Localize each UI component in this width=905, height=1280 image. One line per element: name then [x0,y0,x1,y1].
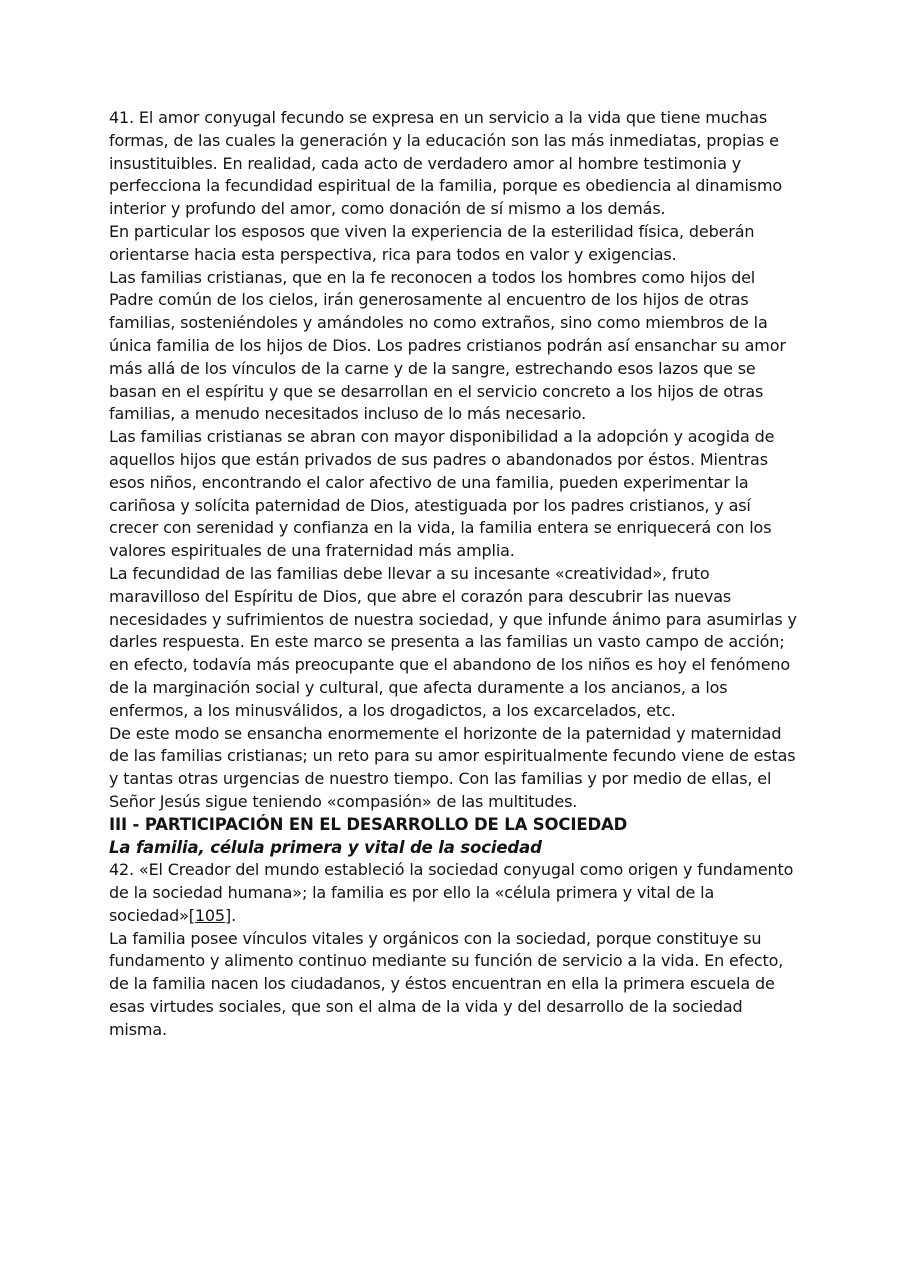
footnote-link-105[interactable]: [105] [188,905,232,925]
section-heading: III - PARTICIPACIÓN EN EL DESARROLLO DE LA SOCIEDAD [109,814,628,834]
paragraph-sterility: En particular los esposos que viven la experiencia de la esterilidad física, deberán orientarse hacia esta perspectiva, rica para todos en valor y exigencias. [109,221,755,264]
paragraph-horizon: De este modo se ensancha enormemente el horizonte de la paternidad y maternidad de las familias cristianas; un reto para su amor espiritualmente fecundo viene de estas y tantas otras urgencias de nuestro tiempo. Con las familias y por medio de ellas, el Señor Jesús sigue teniendo «compasión» de las multitudes. [109,723,796,811]
paragraph-bonds: La familia posee vínculos vitales y orgánicos con la sociedad, porque constituye su fundamento y alimento continuo mediante su función de servicio a la vida. En efecto, de la familia nacen los ciudadanos, y éstos encuentran en ella la primera escuela de esas virtudes sociales, que son el alma de la vida y del desarrollo de la sociedad misma. [109,928,784,1039]
paragraph-fecundity: La fecundidad de las familias debe llevar a su incesante «creatividad», fruto maravilloso del Espíritu de Dios, que abre el corazón para descubrir las nuevas necesidades y sufrimientos de nuestra sociedad, y que infunde ánimo para asumirlas y darles respuesta. En este marco se presenta a las familias un vasto campo de acción; en efecto, todavía más preocupante que el abandono de los niños es hoy el fenómeno de la marginación social y cultural, que afecta duramente a los ancianos, a los enfermos, a los minusválidos, a los drogadictos, a los excarcelados, etc. [109,563,797,720]
paragraph-41: 41. El amor conyugal fecundo se expresa en un servicio a la vida que tiene muchas formas, de las cuales la generación y la educación son las más inmediatas, propias e insustituibles. En realidad, cada acto de verdadero amor al hombre testimonia y perfecciona la fecundidad espiritual de la familia, porque es obediencia al dinamismo interior y profundo del amor, como donación de sí mismo a los demás. [109,108,783,219]
paragraph-adoption: Las familias cristianas se abran con mayor disponibilidad a la adopción y acogida de aquellos hijos que están privados de sus padres o abandonados por éstos. Mientras esos niños, encontrando el calor afectivo de una familia, pueden experimentar la cariñosa y solícita paternidad de Dios, atestiguada por los padres cristianos, y así crecer con serenidad y confianza en la vida, la familia entera se enriquecerá con los valores espirituales de una fraternidad más amplia. [109,427,775,561]
paragraph-christian-families: Las familias cristianas, que en la fe reconocen a todos los hombres como hijos del Padre común de los cielos, irán generosamente al encuentro de los hijos de otras familias, sosteniéndoles y amándoles no como extraños, sino como miembros de la única familia de los hijos de Dios. Los padres cristianos podrán así ensanchar su amor más allá de los vínculos de la carne y de la sangre, estrechando esos lazos que se basan en el espíritu y que se desarrollan en el servicio concreto a los hijos de otras familias, a menudo necesitados incluso de lo más necesario. [109,267,786,424]
section-subheading: La familia, célula primera y vital de la sociedad [109,837,542,857]
paragraph-42-end: . [231,905,236,925]
paragraph-42-text: 42. «El Creador del mundo estableció la sociedad conyugal como origen y fundamento de la sociedad humana»; la familia es por ello la «célula primera y vital de la sociedad» [109,860,794,925]
document-page [109,107,799,1042]
paragraph-42 [109,859,799,927]
